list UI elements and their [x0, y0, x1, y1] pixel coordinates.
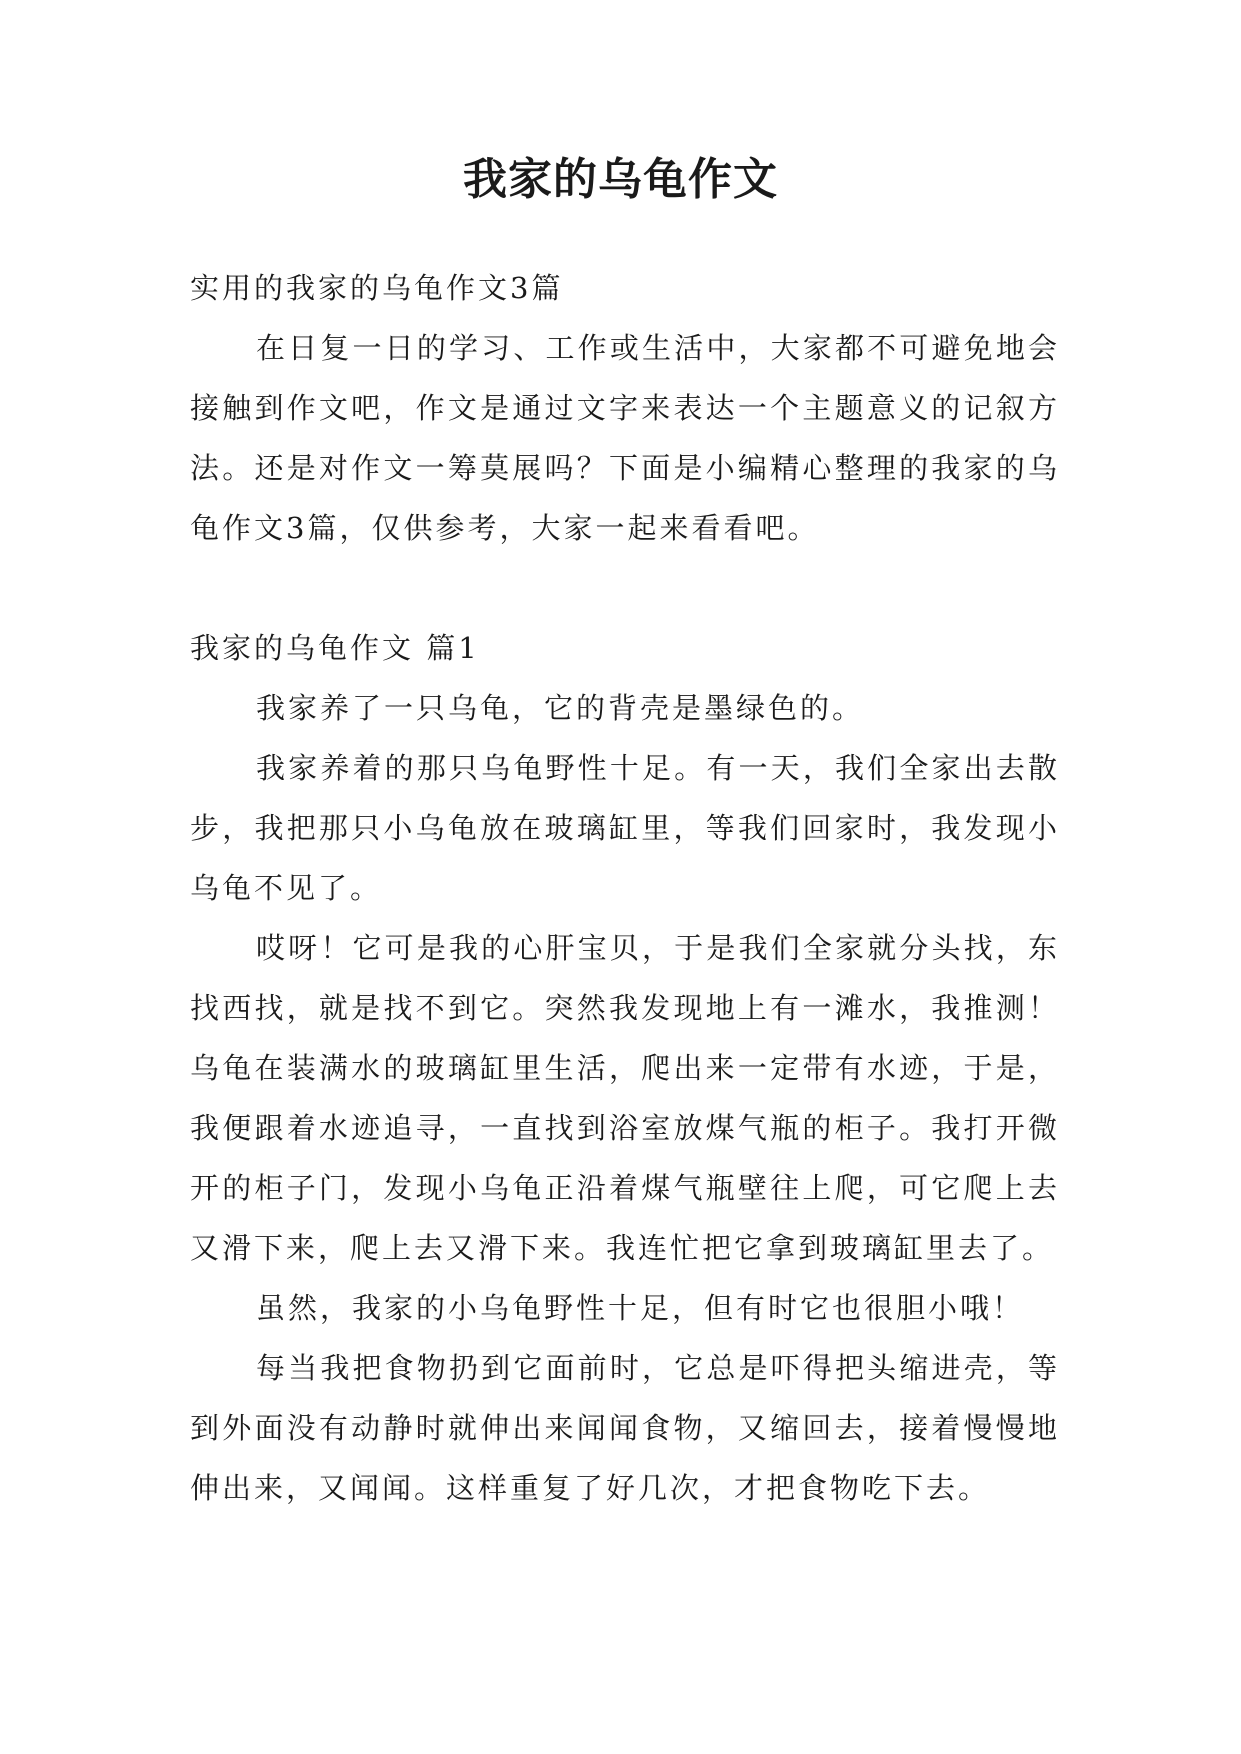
section-heading: 我家的乌龟作文 篇1 [190, 631, 480, 665]
document-title: 我家的乌龟作文 [463, 154, 778, 205]
intro-paragraph: 在日复一日的学习、工作或生活中，大家都不可避免地会接触到作文吧，作文是通过文字来表达一个主题意义的记叙方法。还是对作文一筹莫展吗？下面是小编精心整理的我家的乌龟作文3篇，仅供参考，大家一起来看看吧。 [190, 331, 1060, 545]
body-paragraph: 每当我把食物扔到它面前时，它总是吓得把头缩进壳，等到外面没有动静时就伸出来闻闻食物，又缩回去，接着慢慢地伸出来，又闻闻。这样重复了好几次，才把食物吃下去。 [190, 1351, 1060, 1505]
document-body [190, 258, 1060, 1518]
document-subtitle: 实用的我家的乌龟作文3篇 [190, 271, 564, 305]
body-paragraph: 我家养着的那只乌龟野性十足。有一天，我们全家出去散步，我把那只小乌龟放在玻璃缸里，等我们回家时，我发现小乌龟不见了。 [190, 751, 1060, 905]
section-spacer [190, 558, 1060, 618]
body-paragraph: 虽然，我家的小乌龟野性十足，但有时它也很胆小哦！ [256, 1291, 1025, 1325]
body-paragraph: 哎呀！它可是我的心肝宝贝，于是我们全家就分头找，东找西找，就是找不到它。突然我发现地上有一滩水，我推测！乌龟在装满水的玻璃缸里生活，爬出来一定带有水迹，于是，我便跟着水迹追寻，一直找到浴室放煤气瓶的柜子。我打开微开的柜子门，发现小乌龟正沿着煤气瓶壁往上爬，可它爬上去又滑下来，爬上去又滑下来。我连忙把它拿到玻璃缸里去了。 [190, 931, 1060, 1265]
body-paragraph: 我家养了一只乌龟，它的背壳是墨绿色的。 [256, 691, 865, 725]
